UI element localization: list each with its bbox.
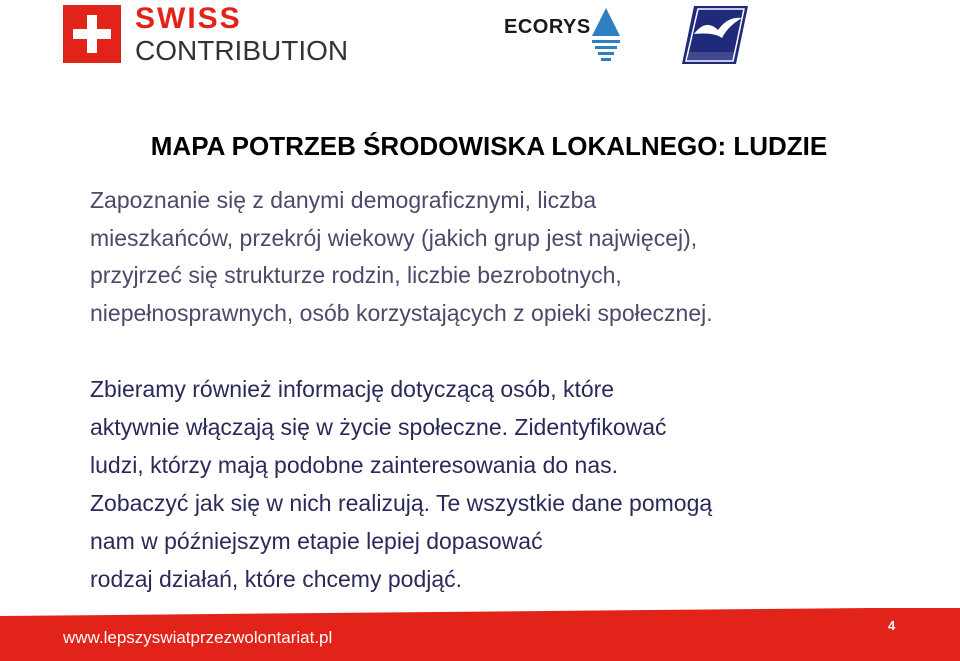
swiss-flag-icon xyxy=(63,5,121,63)
paragraph-line: nam w późniejszym etapie lepiej dopasować xyxy=(90,528,543,554)
swiss-logo-line1: SWISS xyxy=(135,2,242,35)
slide-footer xyxy=(0,608,960,661)
sail-icon xyxy=(588,6,624,62)
paragraph-active-people xyxy=(90,370,910,598)
paragraph-line: mieszkańców, przekrój wiekowy (jakich grup jest najwięcej), xyxy=(90,224,698,251)
paragraph-line: rodzaj działań, które chcemy podjąć. xyxy=(90,566,463,592)
swiss-logo-line2: CONTRIBUTION xyxy=(135,35,349,66)
seagull-icon xyxy=(680,4,750,66)
paragraph-line: Zapoznanie się z danymi demograficznymi, liczba xyxy=(90,187,597,213)
ecorys-logo xyxy=(504,6,624,62)
page-number: 4 xyxy=(888,618,896,633)
paragraph-line: ludzi, którzy mają podobne zainteresowania do nas. xyxy=(90,452,619,478)
ecorys-logo-text: ECORYS xyxy=(504,16,591,38)
paragraph-demographics xyxy=(90,182,890,332)
paragraph-line: przyjrzeć się strukturze rodzin, liczbie bezrobotnych, xyxy=(90,262,622,288)
paragraph-line: niepełnosprawnych, osób korzystających z opieki społecznej. xyxy=(90,299,713,326)
slide-title: MAPA POTRZEB ŚRODOWISKA LOKALNEGO: LUDZIE xyxy=(150,131,828,161)
slide-header xyxy=(0,0,960,80)
paragraph-line: Zbieramy również informację dotyczącą osób, które xyxy=(90,376,615,402)
swiss-contribution-logo xyxy=(63,2,363,66)
euroregion-baltyk-logo xyxy=(680,4,750,66)
paragraph-line: Zobaczyć jak się w nich realizują. Te wszystkie dane pomogą xyxy=(90,490,713,516)
paragraph-line: aktywnie włączają się w życie społeczne. Zidentyfikować xyxy=(90,414,667,440)
footer-website-link[interactable]: www.lepszyswiatprzezwolontariat.pl xyxy=(63,628,333,647)
